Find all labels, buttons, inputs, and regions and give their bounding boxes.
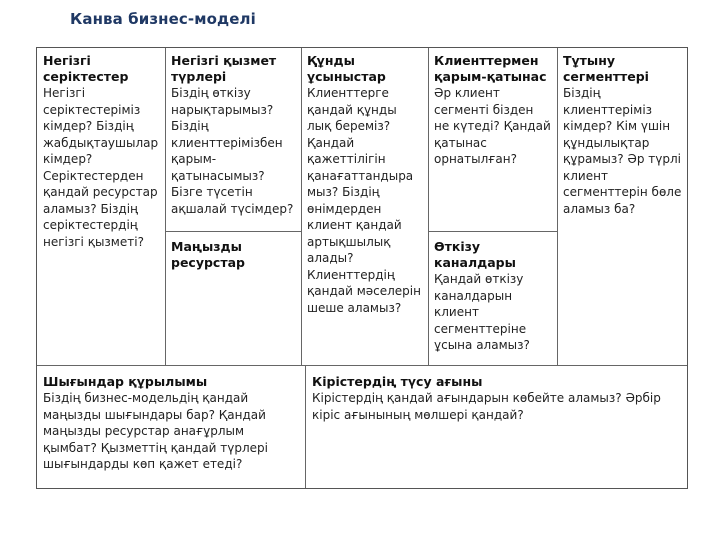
divider-activities-resources — [165, 231, 301, 232]
channels-text: Қандай өткізу каналдарын клиент сегменттеріне ұсына аламыз? — [434, 272, 530, 352]
customer-relationships-block — [429, 49, 557, 231]
key-resources-title: Маңызды ресурстар — [171, 239, 245, 270]
revenue-streams-title: Кірістердің түсу ағыны — [312, 374, 483, 389]
cost-structure-text: Біздің бизнес-модельдің қандай маңызды шығындары бар? Қандай маңызды ресурстар анағұрлым қымбат? Қызметтің қандай түрлері шығындарды көп қажет етеді? — [43, 391, 268, 471]
divider-relationships-channels — [428, 231, 557, 232]
cost-structure-block — [38, 370, 305, 488]
business-model-canvas — [36, 47, 688, 489]
key-partners-text: Негізгі серіктестеріміз кімдер? Біздің жабдықтаушылар кімдер? Серіктестерден қандай ресурстар аламыз? Біздің серіктестердің негізгі қызметі? — [43, 86, 159, 249]
key-activities-text: Біздің өткізу нарықтарымыз? Біздің клиенттерімізбен қарым-қатынасымыз? Бізге түсетін ақшалай түсімдер? — [171, 86, 294, 216]
customer-relationships-text: Әр клиент сегменті бізден не күтеді? Қандай қатынас орнатылған? — [434, 86, 551, 166]
channels-block — [429, 235, 557, 365]
cost-structure-title: Шығындар құрылымы — [43, 374, 208, 389]
customer-relationships-title: Клиенттермен қарым-қатынас — [434, 53, 547, 84]
value-propositions-title: Құнды ұсыныстар — [307, 53, 386, 84]
revenue-streams-text: Кірістердің қандай ағындарын көбейте аламыз? Әрбір кіріс ағынының мөлшері қандай? — [312, 391, 661, 422]
divider-cost-revenue — [305, 365, 306, 488]
key-partners-title: Негізгі серіктестер — [43, 53, 129, 84]
key-activities-block — [166, 49, 301, 231]
customer-segments-title: Тұтыну сегменттері — [563, 53, 649, 84]
key-partners-block — [38, 49, 165, 365]
customer-segments-text: Біздің клиенттеріміз кімдер? Кім үшін құндылықтар құрамыз? Әр түрлі клиент сегменттерін бөле аламыз ба? — [563, 86, 682, 216]
key-activities-title: Негізгі қызмет түрлері — [171, 53, 277, 84]
page-title: Канва бизнес-моделі — [70, 10, 256, 28]
channels-title: Өткізу каналдары — [434, 239, 516, 270]
revenue-streams-block — [307, 370, 687, 488]
divider-upper-lower — [37, 365, 687, 366]
value-propositions-block — [302, 49, 428, 365]
value-propositions-text: Клиенттерге қандай құнды лық береміз? Қандай қажеттілігін қанағаттандыра мыз? Біздің өнімдерден клиент қандай артықшылық алады? Клиенттердің қандай мәселерін шеше аламыз? — [307, 86, 421, 315]
key-resources-block — [166, 235, 301, 365]
customer-segments-block — [558, 49, 687, 365]
